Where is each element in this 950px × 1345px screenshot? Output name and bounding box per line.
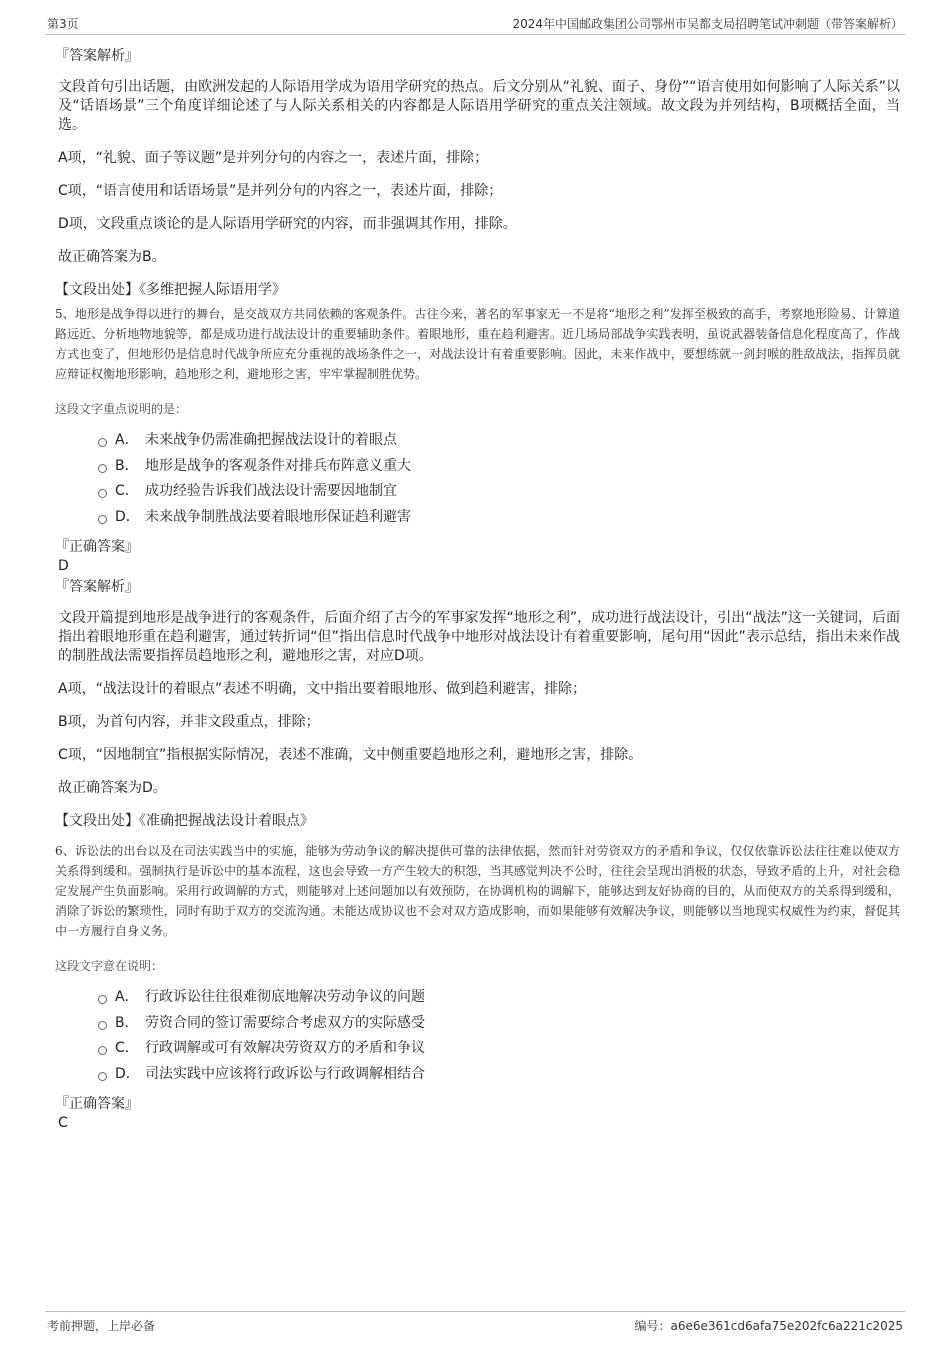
page-header <box>45 12 905 35</box>
question-6-text: 6、诉讼法的出台以及在司法实践当中的实施，能够为劳动争议的解决提供可靠的法律依据，然而针对劳资双方的矛盾和争议，仅仅依靠诉讼法往往难以使双方关系得到缓和。强制执行是诉讼中的基本流程，这也会导致一方产生较大的积怨，当其感觉判决不公时，往往会呈现出消极的状态，导致矛盾的上升，对社会稳定发展产生负面影响。采用行政调解的方式，则能够对上述问题加以有效预防，在协调机构的调解下，能够达到友好协商的目的，从而使双方的关系得到缓和，消除了诉讼的繁琐性，同时有助于双方的交流沟通。未能达成协议也不会对双方造成影响，而如果能够有效解决争议，则能够以当地现实权威性为约束，督促其中一方履行自身义务。 <box>55 844 900 938</box>
analysis-paragraph: D项，文段重点谈论的是人际语用学研究的内容，而非强调其作用，排除。 <box>58 216 517 232</box>
document-title: 2024年中国邮政集团公司鄂州市吴都支局招聘笔试冲刺题（带答案解析） <box>512 17 903 31</box>
answer-analysis-heading: 『答案解析』 <box>55 48 139 64</box>
radio-button[interactable] <box>98 438 107 447</box>
question-5-text: 5、地形是战争得以进行的舞台，是交战双方共同依赖的客观条件。古往今来，著名的军事家无一不是将“地形之利”发挥至极致的高手，考察地形险易、计算道路远近、分析地物地貌等，都是成功进行战法设计的重要辅助条件。着眼地形，重在趋利避害。近几场局部战争实践表明，虽说武器装备信息化程度高了，作战方式也变了，但地形仍是信息时代战争所应充分重视的战场条件之一，对战法设计有着重要影响。因此，未来作战中，要想练就一剑封喉的胜敌战法，指挥员就应辩证权衡地形影响，趋地形之利，避地形之害，牢牢掌握制胜优势。 <box>55 307 900 381</box>
option-b[interactable]: B． 地形是战争的客观条件对排兵布阵意义重大 <box>55 456 900 482</box>
question-6-options <box>55 987 900 1089</box>
analysis-paragraph: A项，“战法设计的着眼点”表述不明确，文中指出要着眼地形、做到趋利避害，排除； <box>58 681 587 697</box>
page-content <box>55 46 900 1132</box>
analysis-conclusion: 故正确答案为B。 <box>58 249 166 265</box>
correct-answer: C <box>58 1115 68 1131</box>
option-d[interactable]: D． 未来战争制胜战法要着眼地形保证趋利避害 <box>55 507 900 533</box>
correct-answer: D <box>58 558 69 574</box>
document-id: 编号：a6e6e361cd6afa75e202fc6a221c2025 <box>634 1319 903 1333</box>
radio-button[interactable] <box>98 515 107 524</box>
option-b[interactable]: B． 劳资合同的签订需要综合考虑双方的实际感受 <box>55 1013 900 1039</box>
option-c[interactable]: C． 成功经验告诉我们战法设计需要因地制宜 <box>55 481 900 507</box>
analysis-paragraph: 文段开篇提到地形是战争进行的客观条件，后面介绍了古今的军事家发挥“地形之利”，成功进行战法设计，引出“战法”这一关键词，后面指出着眼地形重在趋利避害，通过转折词“但”指出信息时代战争中地形对战法设计有着重要影响，尾句用“因此”表示总结，指出未来作战的制胜战法需要指挥员趋地形之利，避地形之害，对应D项。 <box>58 610 900 664</box>
analysis-paragraph: C项，“语言使用和话语场景”是并列分句的内容之一，表述片面，排除； <box>58 183 503 199</box>
radio-button[interactable] <box>98 995 107 1004</box>
analysis-paragraph: C项，“因地制宜”指根据实际情况，表述不准确，文中侧重要趋地形之利，避地形之害，排除。 <box>58 747 643 763</box>
option-a[interactable]: A． 未来战争仍需准确把握战法设计的着眼点 <box>55 430 900 456</box>
passage-source: 【文段出处】《多维把握人际语用学》 <box>55 282 286 298</box>
question-5-options <box>55 430 900 532</box>
option-c[interactable]: C． 行政调解或可有效解决劳资双方的矛盾和争议 <box>55 1038 900 1064</box>
answer-analysis-heading: 『答案解析』 <box>55 579 139 595</box>
analysis-paragraph: 文段首句引出话题，由欧洲发起的人际语用学成为语用学研究的热点。后文分别从“礼貌、面子、身份”“语言使用如何影响了人际关系”以及“话语场景”三个角度详细论述了与人际关系相关的内容都是人际语用学研究的重点关注领域。故文段为并列结构，B项概括全面，当选。 <box>58 79 900 133</box>
analysis-conclusion: 故正确答案为D。 <box>58 780 167 796</box>
radio-button[interactable] <box>98 1072 107 1081</box>
question-5-prompt: 这段文字重点说明的是： <box>55 402 188 416</box>
passage-source: 【文段出处】《准确把握战法设计着眼点》 <box>55 813 314 829</box>
page-footer <box>45 1311 905 1336</box>
radio-button[interactable] <box>98 489 107 498</box>
analysis-paragraph: B项，为首句内容，并非文段重点，排除； <box>58 714 320 730</box>
option-d[interactable]: D． 司法实践中应该将行政诉讼与行政调解相结合 <box>55 1064 900 1090</box>
footer-slogan: 考前押题，上岸必备 <box>47 1319 156 1333</box>
radio-button[interactable] <box>98 1021 107 1030</box>
correct-answer-heading: 『正确答案』 <box>55 539 139 555</box>
radio-button[interactable] <box>98 1046 107 1055</box>
page-number: 第3页 <box>47 17 79 31</box>
question-6-prompt: 这段文字意在说明： <box>55 959 164 973</box>
option-a[interactable]: A． 行政诉讼往往很难彻底地解决劳动争议的问题 <box>55 987 900 1013</box>
analysis-paragraph: A项，“礼貌、面子等议题”是并列分句的内容之一，表述片面，排除； <box>58 150 489 166</box>
radio-button[interactable] <box>98 464 107 473</box>
correct-answer-heading: 『正确答案』 <box>55 1096 139 1112</box>
